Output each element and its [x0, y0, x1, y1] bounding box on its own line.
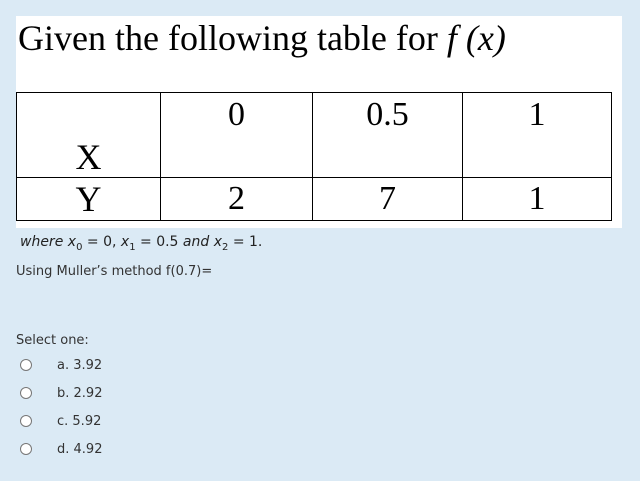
radio-button[interactable]: [20, 387, 32, 399]
question-prompt: Using Muller’s method f(0.7)=: [16, 264, 213, 279]
option-label[interactable]: c. 5.92: [57, 413, 102, 429]
y-value-cell: 1: [463, 178, 612, 221]
x-value-cell: 0: [161, 93, 313, 178]
y-row: [17, 178, 612, 221]
values-table: [16, 92, 612, 221]
answer-option-b[interactable]: [20, 383, 102, 403]
x-value-cell: 0.5: [313, 93, 463, 178]
x-label-cell: X: [17, 93, 161, 178]
question-image: [16, 16, 622, 228]
function-label: f (x): [446, 18, 506, 58]
option-label[interactable]: b. 2.92: [57, 385, 103, 401]
y-value-cell: 2: [161, 178, 313, 221]
question-title: Given the following table for f (x): [18, 18, 506, 58]
select-one-label: Select one:: [16, 333, 89, 348]
option-label[interactable]: d. 4.92: [57, 441, 103, 457]
answer-option-c[interactable]: [20, 411, 101, 431]
radio-button[interactable]: [20, 359, 32, 371]
option-label[interactable]: a. 3.92: [57, 357, 103, 373]
answer-option-a[interactable]: [20, 355, 102, 375]
y-label-cell: Y: [17, 178, 161, 221]
radio-button[interactable]: [20, 415, 32, 427]
radio-button[interactable]: [20, 443, 32, 455]
where-condition: where $x_0 = 0$, $x_1 = 0.5$ and $x_2 = 1$.: [20, 234, 263, 253]
answer-option-d[interactable]: [20, 439, 102, 459]
x-row: [17, 93, 612, 178]
y-value-cell: 7: [313, 178, 463, 221]
x-value-cell: 1: [463, 93, 612, 178]
